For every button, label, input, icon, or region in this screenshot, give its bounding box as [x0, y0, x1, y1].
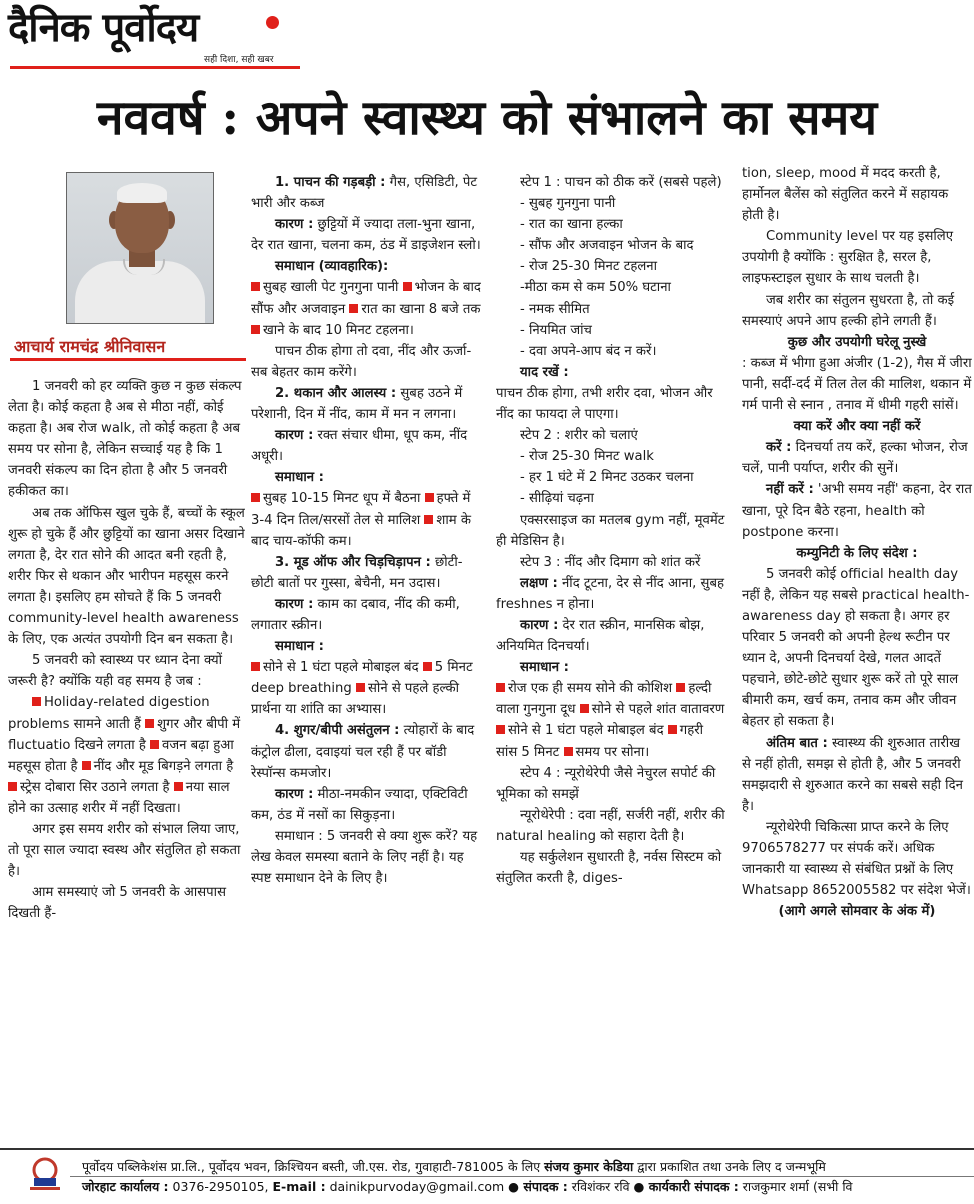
paragraph: आम समस्याएं जो 5 जनवरी के आसपास दिखती हैं-: [8, 885, 226, 922]
dos: [742, 437, 972, 479]
list-item: - रात का खाना हल्का: [520, 217, 623, 233]
author-byline: आचार्य रामचंद्र श्रीनिवासन: [14, 337, 166, 356]
red-square-bullet-icon: [423, 662, 432, 671]
newspaper-logo: दैनिक पूर्वोदय: [8, 4, 199, 51]
red-square-bullet-icon: [403, 282, 412, 291]
donts: [742, 479, 972, 542]
bullet-text: सोने से पहले हल्की प्रार्थना या शांति का अभ्यास।: [251, 681, 460, 718]
symptoms: [496, 573, 728, 615]
column-3: [496, 172, 728, 889]
bullet-text: स्ट्रेस दोबारा सिर उठाने लगता है: [20, 779, 170, 795]
bullet-text: Holiday-related digestion problems सामने आती हैं: [8, 695, 210, 732]
masthead-rule: [10, 66, 300, 69]
bullet-list: [8, 692, 246, 819]
bullet-text: शाम के बाद चाय-कॉफी कम।: [251, 512, 471, 549]
bullet-text: 5 मिनट deep breathing: [251, 660, 473, 697]
final-text: स्वास्थ्य की शुरुआत तारीख से नहीं होती, समझ से होती है, और 5 जनवरी समझदारी से शुरुआत करने का सबसे सही दिन है।: [742, 735, 963, 814]
publisher-line: [82, 1158, 826, 1175]
cause-label: कारण :: [520, 617, 559, 633]
dos-donts-heading: क्या करें और क्या नहीं करें: [793, 419, 921, 435]
cause-2: [251, 425, 483, 467]
article-headline: नववर्ष : अपने स्वास्थ्य को संभालने का समय: [96, 90, 878, 146]
section-text: गैस, एसिडिटी, पेट भारी और कब्ज: [251, 175, 478, 212]
red-square-bullet-icon: [349, 304, 358, 313]
symptom-label: लक्षण :: [520, 575, 558, 591]
bullet-text: सोने से 1 घंटा पहले मोबाइल बंद: [508, 723, 664, 739]
donts-label: नहीं करें :: [766, 482, 814, 498]
bullet-text: नींद और मूड बिगड़ने लगता है: [93, 758, 234, 774]
red-square-bullet-icon: [150, 740, 159, 749]
solution-list: [251, 488, 483, 551]
bullet-text: भोजन के बाद सौंफ और अजवाइन: [251, 280, 481, 317]
paragraph: 5 जनवरी कोई official health day नहीं है, लेकिन यह सबसे practical health-awareness day हो सकता है। अगर हर परिवार 5 जनवरी को अपनी हेल्थ रूटीन पर ध्यान दे, अपनी दिनचर्या देखे, गलत आदतें पहचाने, छोटे-छोटे सुधार शुरू करें तो पूरे साल बीमारी कम, खर्च कम, तनाव कम और जीवन बेहतर हो सकता है।: [742, 566, 970, 730]
bullet-text: समय पर सोना।: [575, 744, 650, 760]
dos-label: करें :: [766, 440, 792, 456]
bullet-text: रोज एक ही समय सोने की कोशिश: [508, 681, 673, 697]
paragraph: एक्सरसाइज का मतलब gym नहीं, मूवमेंट ही मेडिसिन है।: [496, 512, 725, 549]
column-1: [8, 376, 246, 924]
bullet-text: वजन बढ़ा हुआ महसूस होता है: [8, 737, 234, 774]
section-text: छोटी-छोटी बातों पर गुस्सा, बेचैनी, मन उदास।: [251, 554, 463, 591]
step-1-heading: स्टेप 1 : पाचन को ठीक करें (सबसे पहले): [520, 175, 722, 190]
solution-heading: समाधान :: [520, 660, 569, 676]
cause-label: कारण :: [275, 786, 314, 802]
list-item: - सीढ़ियां चढ़ना: [520, 491, 594, 507]
section-text: सुबह उठने में परेशानी, दिन में नींद, काम में मन न लगना।: [251, 385, 463, 423]
section-1: [251, 172, 483, 214]
cause-1: [251, 214, 483, 256]
cause-label: कारण :: [275, 428, 314, 444]
list-item: -मीठा कम से कम 50% घटाना: [520, 280, 671, 296]
bullet-text: शुगर और बीपी में fluctuatio दिखने लगता है: [8, 716, 241, 753]
community-heading: कम्युनिटी के लिए संदेश :: [796, 545, 918, 561]
exec-editor-label: ● कार्यकारी संपादक :: [633, 1179, 739, 1194]
paragraph: 1 जनवरी को हर व्यक्ति कुछ न कुछ संकल्प लेता है। कोई कहता है अब से मीठा नहीं, कोई कहता है। अब रोज walk, तो कोई कहता है अब समय पर सोना है, लेकिन सच्चाई यह है कि 1 जनवरी संकल्प का दिन होता है और 5 जनवरी हकीकत का।: [8, 379, 242, 500]
section-heading: 4. शुगर/बीपी असंतुलन :: [275, 723, 400, 739]
bullet-text: हल्दी वाला गुनगुना दूध: [496, 681, 712, 718]
solution-list: [496, 678, 728, 762]
paragraph: न्यूरोथेरेपी : दवा नहीं, सर्जरी नहीं, शरीर की natural healing को सहारा देती है।: [496, 807, 725, 844]
symptom-text: नींद टूटना, देर से नींद आना, सुबह freshnes न होना।: [496, 575, 724, 612]
red-square-bullet-icon: [496, 725, 505, 734]
continued-note: (आगे अगले सोमवार के अंक में): [778, 904, 936, 920]
logo-dot-icon: [266, 16, 279, 29]
red-square-bullet-icon: [251, 493, 260, 502]
cause-text: देर रात स्क्रीन, मानसिक बोझ, अनियमित दिनचर्या।: [496, 617, 705, 655]
list-item: - नियमित जांच: [520, 322, 592, 338]
solution-list: [251, 277, 483, 340]
email-address[interactable]: dainikpurvoday@gmail.com: [325, 1179, 509, 1194]
section-heading: 1. पाचन की गड़बड़ी :: [275, 175, 386, 190]
paragraph: यह सर्कुलेशन सुधारती है, नर्वस सिस्टम को संतुलित करती है, diges-: [496, 850, 722, 887]
paragraph: अब तक ऑफिस खुल चुके हैं, बच्चों के स्कूल शुरू हो चुके हैं और छुट्टियों का खाना असर दिखाने लगता है, देर रात सोने की आदत बनी रहती है, शरीर फिर से थकान और भारीपन महसूस करने लगता है। इसलिए हम सोचते हैं कि 5 जनवरी community-level health awareness के लिए, एक अत्यंत उपयोगी दिन बन सकता है।: [8, 505, 245, 648]
paragraph: समाधान : 5 जनवरी से क्या शुरू करें? यह लेख केवल समस्या बताने के लिए नहीं है। यह स्पष्ट समाधान देने के लिए है।: [251, 828, 478, 887]
masthead: [8, 6, 308, 68]
red-square-bullet-icon: [425, 493, 434, 502]
red-square-bullet-icon: [676, 683, 685, 692]
exec-editor-name: राजकुमार शर्मा (सभी वि: [738, 1179, 853, 1194]
bullet-text: सोने से पहले शांत वातावरण: [591, 702, 725, 718]
final-label: अंतिम बात :: [766, 735, 828, 751]
paragraph: tion, sleep, mood में मदद करती है, हार्मोनल बैलेंस को संतुलित करने में सहायक होती है।: [742, 166, 949, 224]
red-square-bullet-icon: [145, 719, 154, 728]
final-note: [742, 733, 972, 817]
red-square-bullet-icon: [356, 683, 365, 692]
red-square-bullet-icon: [251, 662, 260, 671]
step-4-heading: स्टेप 4 : न्यूरोथेरेपी जैसे नेचुरल सपोर्ट की भूमिका को समझें: [496, 765, 716, 802]
donts-text: 'अभी समय नहीं' कहना, देर रात खाना, पूरे दिन बैठे रहना, health को postpone करना।: [742, 482, 972, 540]
red-square-bullet-icon: [8, 782, 17, 791]
list-item: - सौंफ और अजवाइन भोजन के बाद: [520, 238, 694, 254]
cause-3: [251, 594, 483, 636]
section-2: [251, 383, 483, 425]
red-square-bullet-icon: [174, 782, 183, 791]
paragraph: Community level पर यह इसलिए उपयोगी है क्योंकि : सुरक्षित है, सरल है, लाइफस्टाइल सुधार के साथ चलती है।: [742, 229, 954, 287]
editor-name: रविशंकर रवि: [567, 1179, 634, 1194]
red-square-bullet-icon: [564, 747, 573, 756]
author-photo: [66, 172, 214, 324]
bullet-text: खाने के बाद 10 मिनट टहलना।: [263, 322, 414, 338]
bullet-text: गहरी सांस 5 मिनट: [496, 723, 704, 760]
office-line: [82, 1178, 853, 1195]
list-item: - हर 1 घंटे में 2 मिनट उठकर चलना: [520, 470, 694, 486]
remember-heading: याद रखें :: [520, 364, 569, 380]
masthead-tagline: सही दिशा, सही खबर: [204, 55, 274, 65]
red-square-bullet-icon: [32, 697, 41, 706]
solution-list: [251, 657, 483, 720]
dos-text: दिनचर्या तय करें, हल्का भोजन, रोज चलें, पानी पर्याप्त, शरीर की सुनें।: [742, 440, 968, 477]
section-3: [251, 552, 483, 594]
publisher-logo-icon: [26, 1156, 64, 1192]
step-3-heading: स्टेप 3 : नींद और दिमाग को शांत करें: [520, 554, 701, 570]
solution-heading: समाधान (व्यावहारिक):: [275, 259, 389, 275]
solution-heading: समाधान :: [275, 470, 324, 486]
solution-heading: समाधान :: [275, 639, 324, 655]
section-heading: 2. थकान और आलस्य :: [275, 385, 397, 401]
paragraph: पाचन ठीक होगा तो दवा, नींद और ऊर्जा-सब बेहतर काम करेंगे।: [251, 343, 472, 380]
section-heading: 3. मूड ऑफ और चिड़चिड़ापन :: [275, 554, 431, 570]
list-item: - नमक सीमित: [520, 301, 590, 317]
column-2: [251, 172, 483, 889]
office-label: जोरहाट कार्यालय :: [82, 1179, 169, 1194]
cause-text: छुट्टियों में ज्यादा तला-भुना खाना, देर रात खाना, चलना कम, ठंड में डाइजेशन स्लो।: [251, 217, 481, 254]
list-item: - रोज 25-30 मिनट टहलना: [520, 259, 658, 275]
red-square-bullet-icon: [251, 282, 260, 291]
office-phone: 0376-2950105,: [168, 1179, 273, 1194]
paragraph: अगर इस समय शरीर को संभाल लिया जाए, तो पूरा साल ज्यादा स्वस्थ और संतुलित हो सकता है।: [8, 821, 241, 880]
imprint-footer: [0, 1148, 974, 1204]
cause-4: [251, 784, 483, 826]
paragraph: 5 जनवरी को स्वास्थ्य पर ध्यान देना क्यों जरूरी है? क्योंकि यही वह समय है जब :: [8, 653, 223, 690]
paragraph: : कब्ज में भीगा हुआ अंजीर (1-2), गैस में जीरा पानी, सर्दी-दर्द में तिल तेल की मालिश, थकान में गर्म पानी से स्नान , तनाव में धीमी गहरी सांसें।: [742, 355, 972, 414]
cause-label: कारण :: [275, 596, 314, 612]
red-square-bullet-icon: [82, 761, 91, 770]
red-square-bullet-icon: [580, 704, 589, 713]
cause-text: रक्त संचार धीमा, धूप कम, नींद अधूरी।: [251, 428, 468, 465]
cause-text: काम का दबाव, नींद की कमी, लगातार स्क्रीन।: [251, 596, 460, 633]
remedies-heading: कुछ और उपयोगी घरेलू नुस्खे: [787, 334, 927, 350]
bullet-text: नया साल होने का उत्साह शरीर में नहीं दिखता।: [8, 779, 230, 816]
publisher-name: संजय कुमार केडिया: [544, 1159, 634, 1174]
contact-paragraph: न्यूरोथेरेपी चिकित्सा प्राप्त करने के लिए 9706578277 पर संपर्क करें। अधिक जानकारी या स्वास्थ्य से संबंधित प्रश्नों के लिए Whatsapp 8652005582 पर संदेश भेजें।: [742, 819, 971, 899]
byline-rule: [10, 358, 246, 361]
paragraph: पाचन ठीक होगा, तभी शरीर दवा, भोजन और नींद का फायदा ले पाएगा।: [496, 385, 713, 423]
red-square-bullet-icon: [424, 515, 433, 524]
photo-hair: [117, 183, 167, 203]
publisher-text: पूर्वोदय पब्लिकेशंस प्रा.लि., पूर्वोदय भवन, क्रिश्चियन बस्ती, जी.एस. रोड, गुवाहाटी-781005 के लिए: [82, 1159, 545, 1174]
red-square-bullet-icon: [668, 725, 677, 734]
paragraph: जब शरीर का संतुलन सुधरता है, तो कई समस्याएं अपने आप हल्की होने लगती हैं।: [742, 292, 955, 329]
step-2-heading: स्टेप 2 : शरीर को चलाएं: [520, 428, 638, 444]
bullet-text: सुबह खाली पेट गुनगुना पानी: [263, 280, 399, 296]
list-item: - दवा अपने-आप बंद न करें।: [520, 343, 657, 359]
section-text: त्योहारों के बाद कंट्रोल ढीला, दवाइयां चल रही हैं पर बॉडी रेस्पॉन्स कमजोर।: [251, 723, 475, 781]
footer-rule: [0, 1148, 974, 1150]
cause-text: मीठा-नमकीन ज्यादा, एक्टिविटी कम, ठंड में नसों का सिकुड़ना।: [251, 786, 468, 823]
publisher-text: द्वारा प्रकाशित तथा उनके लिए द जन्मभूमि: [633, 1159, 826, 1174]
editor-label: ● संपादक :: [508, 1179, 568, 1194]
bullet-text: सोने से 1 घंटा पहले मोबाइल बंद: [263, 660, 419, 676]
cause-label: कारण :: [275, 217, 314, 233]
section-4: [251, 720, 483, 783]
column-4: [742, 163, 972, 922]
list-item: - सुबह गुनगुना पानी: [520, 196, 616, 212]
bullet-text: सुबह 10-15 मिनट धूप में बैठना: [263, 491, 421, 507]
footer-divider: [70, 1176, 974, 1177]
red-square-bullet-icon: [251, 325, 260, 334]
bullet-text: रात का खाना 8 बजे तक: [361, 301, 481, 317]
bullet-text: हफ्ते में 3-4 दिन तिल/सरसों तेल से मालिश: [251, 491, 471, 528]
red-square-bullet-icon: [496, 683, 505, 692]
cause: [496, 615, 728, 657]
email-label: E-mail :: [272, 1179, 326, 1194]
list-item: - रोज 25-30 मिनट walk: [520, 449, 654, 465]
